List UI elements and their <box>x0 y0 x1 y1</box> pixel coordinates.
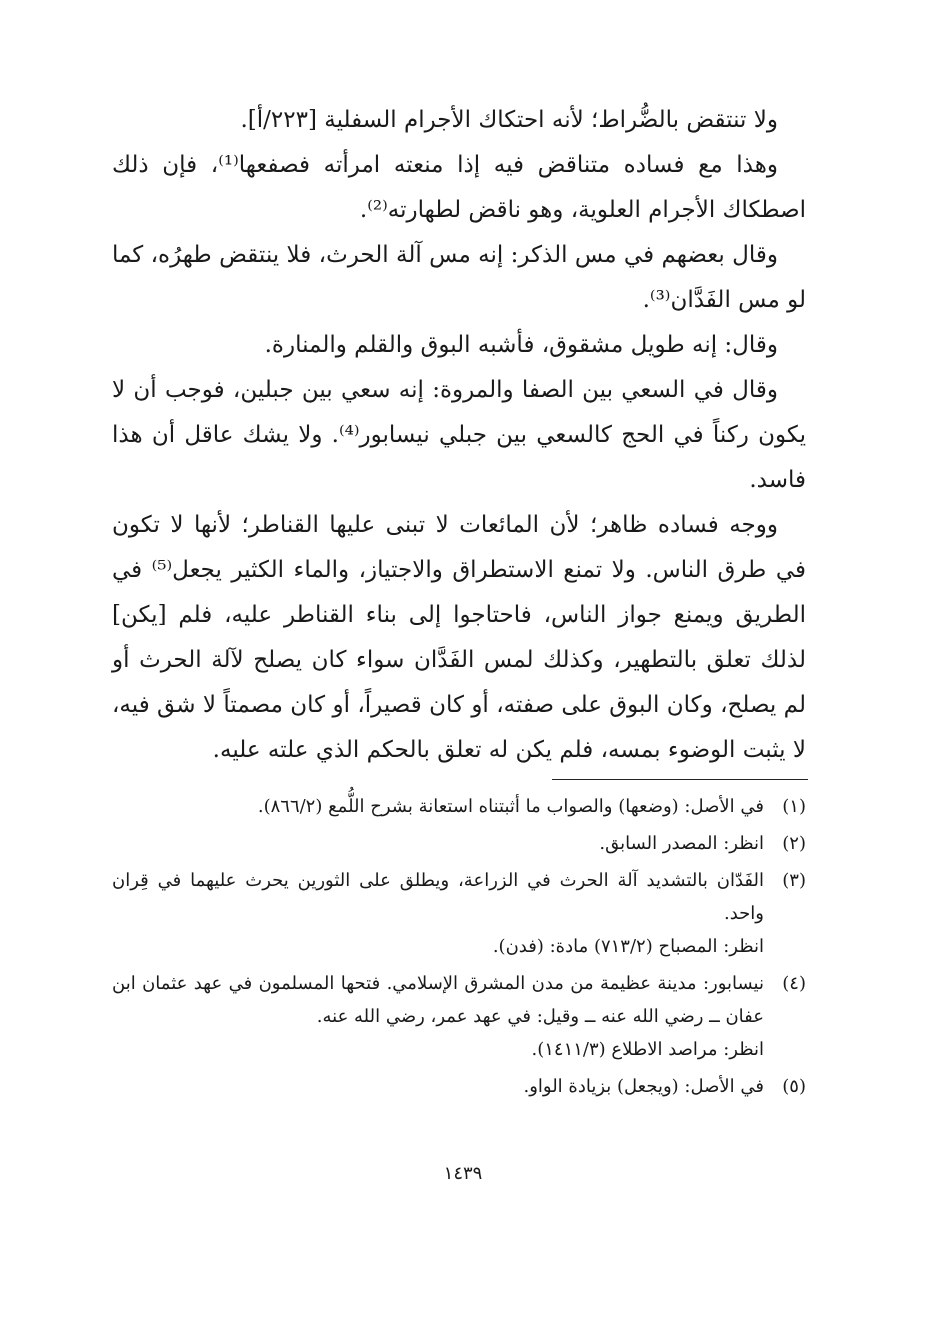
footnote-text <box>112 1070 764 1103</box>
footnote-number: (٣) <box>782 870 806 891</box>
footnote-text <box>112 864 764 963</box>
footnote-separator <box>552 779 808 780</box>
main-text <box>112 98 806 773</box>
footnote <box>112 790 806 823</box>
paragraph: وهذا مع فساده متناقض فيه إذا منعته امرأته فصفعها⁽¹⁾، فإن ذلك اصطكاك الأجرام العلوية، وهو ناقض لطهارته⁽²⁾. <box>112 152 806 223</box>
paragraph: ووجه فساده ظاهر؛ لأن المائعات لا تبنى عليها القناطر؛ لأنها لا تكون في طرق الناس. ولا تمنع الاستطراق والاجتياز، والماء الكثير يجعل⁽⁵⁾ في الطريق ويمنع جواز الناس، فاحتاجوا إلى بناء القناطر عليه، فلم [يكن] لذلك تعلق بالتطهير، وكذلك لمس الفَدَّان سواء كان يصلح لآلة الحرث أو لم يصلح، وكان البوق على صفته، أو كان قصيراً، أو كان مصمتاً لا شق فيه، لا يثبت الوضوء بمسه، فلم يكن له تعلق بالحكم الذي علته عليه. <box>112 512 807 763</box>
footnote-text <box>112 827 764 860</box>
footnote <box>112 967 806 1066</box>
footnote-number: (٥) <box>782 1076 806 1097</box>
footnote-line: الفَدّان بالتشديد آلة الحرث في الزراعة، ويطلق على الثورين يحرث عليهما في قِران واحد. <box>112 870 764 924</box>
footnote <box>112 1070 806 1103</box>
footnote-line: انظر: المصباح (٧١٣/٢) مادة: (فدن). <box>492 936 764 957</box>
footnote-line: انظر: المصدر السابق. <box>599 833 764 854</box>
footnote-number: (٢) <box>782 833 806 854</box>
paragraph: وقال بعضهم في مس الذكر: إنه مس آلة الحرث، فلا ينتقض طهرُه، كما لو مس الفَدَّان⁽³⁾. <box>112 242 806 313</box>
paragraph: وقال في السعي بين الصفا والمروة: إنه سعي بين جبلين، فوجب أن لا يكون ركناً في الحج كالسعي بين جبلي نيسابور⁽⁴⁾. ولا يشك عاقل أن هذا فاسد. <box>112 377 807 493</box>
footnote-line: في الأصل: (ويجعل) بزيادة الواو. <box>523 1076 764 1097</box>
footnotes <box>112 790 806 1107</box>
footnote <box>112 827 806 860</box>
footnote-text <box>112 967 764 1066</box>
paragraph: ولا تنتقض بالضُّراط؛ لأنه احتكاك الأجرام السفلية [٢٢٣/أ]. <box>240 107 778 133</box>
footnote-line: انظر: مراصد الاطلاع (١٤١١/٣). <box>531 1039 764 1060</box>
footnote <box>112 864 806 963</box>
footnote-number: (٤) <box>782 973 806 994</box>
footnote-line: في الأصل: (وضعها) والصواب ما أثبتناه استعانة بشرح اللُّمع (٨٦٦/٢). <box>257 796 764 817</box>
footnote-text <box>112 790 764 823</box>
footnote-line: نيسابور: مدينة عظيمة من مدن المشرق الإسلامي. فتحها المسلمون في عهد عثمان ابن عفان ــ رضي الله عنه ــ وقيل: في عهد عمر، رضي الله عنه. <box>112 973 764 1027</box>
footnote-number: (١) <box>782 796 806 817</box>
paragraph: وقال: إنه طويل مشقوق، فأشبه البوق والقلم والمنارة. <box>264 332 778 358</box>
page-number: ١٤٣٩ <box>443 1163 483 1184</box>
